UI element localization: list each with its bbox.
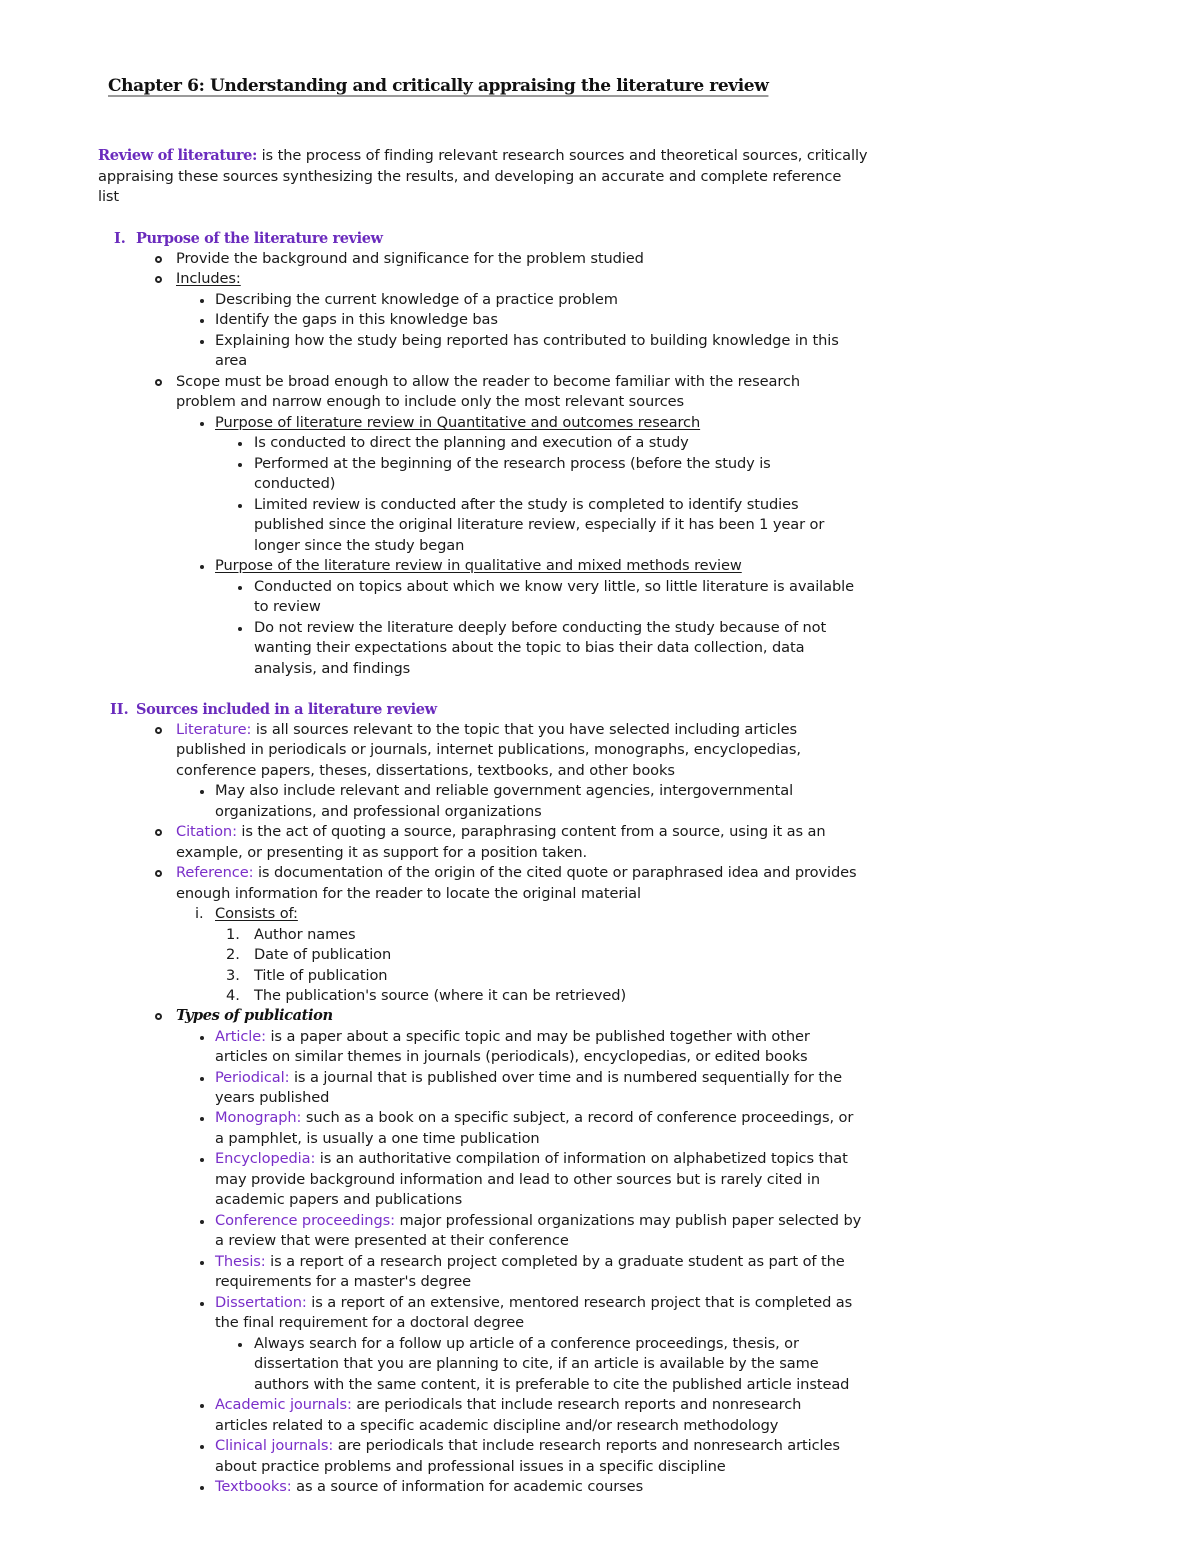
list-item: Author names: [254, 926, 356, 943]
dot-bullet-icon: [238, 463, 242, 467]
dot-bullet-icon: [200, 1261, 204, 1265]
list-item-continuation: dissertation that you are planning to cite, if an article is available by the same: [254, 1355, 819, 1372]
list-item: Academic journals: are periodicals that include research reports and nonresearch: [215, 1396, 802, 1413]
number-marker: 1.: [226, 926, 240, 943]
list-item: Textbooks: as a source of information for academic courses: [215, 1478, 644, 1495]
list-item: Do not review the literature deeply before conducting the study because of not: [254, 619, 827, 636]
reference-term: Reference:: [176, 864, 254, 881]
intro-term: Review of literature:: [98, 147, 258, 164]
list-item: Clinical journals: are periodicals that include research reports and nonresearch articles: [215, 1437, 840, 1454]
list-item: Reference: is documentation of the origin of the cited quote or paraphrased idea and provides: [176, 864, 857, 881]
roman-marker: i.: [195, 905, 204, 922]
list-item-continuation: authors with the same content, it is preferable to cite the published article instead: [254, 1376, 850, 1393]
page-title: Chapter 6: Understanding and critically appraising the literature review: [108, 76, 769, 96]
number-marker: 4.: [226, 987, 240, 1004]
list-item-continuation: published in periodicals or journals, internet publications, monographs, encyclopedias,: [176, 741, 801, 758]
list-item-continuation: articles on similar themes in journals (periodicals), encyclopedias, or edited books: [215, 1048, 808, 1065]
dot-bullet-icon: [200, 1117, 204, 1121]
list-item: Literature: is all sources relevant to the topic that you have selected including articles: [176, 721, 798, 738]
dot-bullet-icon: [200, 299, 204, 303]
hollow-bullet-icon: [155, 829, 162, 836]
list-item-continuation: academic papers and publications: [215, 1191, 463, 1208]
list-item-continuation: longer since the study began: [254, 537, 465, 554]
dot-bullet-icon: [238, 627, 242, 631]
dot-bullet-icon: [238, 586, 242, 590]
dot-bullet-icon: [200, 1158, 204, 1162]
dot-bullet-icon: [200, 1404, 204, 1408]
list-item: Provide the background and significance for the problem studied: [176, 250, 644, 267]
qual-label: Purpose of the literature review in qualitative and mixed methods review: [215, 557, 742, 574]
list-item-continuation: the final requirement for a doctoral degree: [215, 1314, 524, 1331]
hollow-bullet-icon: [155, 256, 162, 263]
dot-bullet-icon: [200, 1302, 204, 1306]
hollow-bullet-icon: [155, 870, 162, 877]
dot-bullet-icon: [238, 504, 242, 508]
list-item: Monograph: such as a book on a specific subject, a record of conference proceedings, or: [215, 1109, 854, 1126]
dot-bullet-icon: [238, 1343, 242, 1347]
list-item: Thesis: is a report of a research project completed by a graduate student as part of the: [215, 1253, 845, 1270]
list-item-continuation: area: [215, 352, 248, 369]
list-item: Identify the gaps in this knowledge bas: [215, 311, 498, 328]
list-item: Citation: is the act of quoting a source, paraphrasing content from a source, using it as an: [176, 823, 826, 840]
number-marker: 2.: [226, 946, 240, 963]
list-item: Encyclopedia: is an authoritative compilation of information on alphabetized topics that: [215, 1150, 848, 1167]
list-item: Explaining how the study being reported has contributed to building knowledge in this: [215, 332, 839, 349]
citation-term: Citation:: [176, 823, 237, 840]
hollow-bullet-icon: [155, 1013, 162, 1020]
list-item-continuation: a pamphlet, is usually a one time publication: [215, 1130, 540, 1147]
list-item-continuation: years published: [215, 1089, 330, 1106]
list-item-continuation: a review that were presented at their conference: [215, 1232, 569, 1249]
dot-bullet-icon: [200, 1077, 204, 1081]
section-1-heading: Purpose of the literature review: [136, 230, 383, 247]
list-item: Title of publication: [254, 967, 388, 984]
list-item: Is conducted to direct the planning and execution of a study: [254, 434, 689, 451]
section-2-heading: Sources included in a literature review: [136, 701, 437, 718]
literature-term: Literature:: [176, 721, 252, 738]
dot-bullet-icon: [200, 1036, 204, 1040]
list-item-continuation: problem and narrow enough to include only the most relevant sources: [176, 393, 685, 410]
list-item: Dissertation: is a report of an extensive, mentored research project that is completed as: [215, 1294, 853, 1311]
list-item: The publication's source (where it can be retrieved): [254, 987, 627, 1004]
list-item-continuation: enough information for the reader to locate the original material: [176, 885, 641, 902]
list-item: Periodical: is a journal that is published over time and is numbered sequentially for the: [215, 1069, 842, 1086]
list-item-continuation: requirements for a master's degree: [215, 1273, 472, 1290]
intro-line-3: list: [98, 188, 120, 205]
hollow-bullet-icon: [155, 379, 162, 386]
dot-bullet-icon: [200, 1445, 204, 1449]
list-item-continuation: analysis, and findings: [254, 660, 411, 677]
list-item-continuation: wanting their expectations about the topic to bias their data collection, data: [254, 639, 805, 656]
list-item-continuation: may provide background information and lead to other sources but is rarely cited in: [215, 1171, 820, 1188]
dot-bullet-icon: [200, 1486, 204, 1490]
dot-bullet-icon: [200, 319, 204, 323]
types-label: Types of publication: [176, 1007, 333, 1024]
list-item: May also include relevant and reliable government agencies, intergovernmental: [215, 782, 794, 799]
list-item: Always search for a follow up article of a conference proceedings, thesis, or: [254, 1335, 799, 1352]
intro-line-1: Review of literature: is the process of finding relevant research sources and theoretical sources, critically: [98, 147, 868, 164]
section-2-marker: II.: [110, 701, 129, 718]
dot-bullet-icon: [200, 422, 204, 426]
quant-label: Purpose of literature review in Quantitative and outcomes research: [215, 414, 701, 431]
includes-label: Includes:: [176, 270, 241, 287]
list-item-continuation: conducted): [254, 475, 336, 492]
dot-bullet-icon: [200, 790, 204, 794]
dot-bullet-icon: [200, 565, 204, 569]
list-item-continuation: organizations, and professional organizations: [215, 803, 542, 820]
list-item: Conducted on topics about which we know very little, so little literature is available: [254, 578, 854, 595]
list-item: Describing the current knowledge of a practice problem: [215, 291, 618, 308]
hollow-bullet-icon: [155, 727, 162, 734]
hollow-bullet-icon: [155, 276, 162, 283]
list-item: Date of publication: [254, 946, 392, 963]
list-item-continuation: about practice problems and professional issues in a specific discipline: [215, 1458, 726, 1475]
list-item-continuation: articles related to a specific academic discipline and/or research methodology: [215, 1417, 779, 1434]
list-item: Scope must be broad enough to allow the reader to become familiar with the research: [176, 373, 800, 390]
number-marker: 3.: [226, 967, 240, 984]
list-item-continuation: to review: [254, 598, 321, 615]
list-item: Conference proceedings: major professional organizations may publish paper selected by: [215, 1212, 862, 1229]
dot-bullet-icon: [200, 340, 204, 344]
dot-bullet-icon: [238, 442, 242, 446]
list-item-continuation: conference papers, theses, dissertations, textbooks, and other books: [176, 762, 675, 779]
intro-line-2: appraising these sources synthesizing the results, and developing an accurate and complete reference: [98, 168, 842, 185]
consists-label: Consists of:: [215, 905, 298, 922]
section-1-marker: I.: [114, 230, 126, 247]
list-item: Performed at the beginning of the research process (before the study is: [254, 455, 771, 472]
dot-bullet-icon: [200, 1220, 204, 1224]
list-item-continuation: published since the original literature review, especially if it has been 1 year or: [254, 516, 825, 533]
list-item-continuation: example, or presenting it as support for a position taken.: [176, 844, 588, 861]
list-item: Article: is a paper about a specific topic and may be published together with other: [215, 1028, 810, 1045]
list-item: Limited review is conducted after the study is completed to identify studies: [254, 496, 799, 513]
